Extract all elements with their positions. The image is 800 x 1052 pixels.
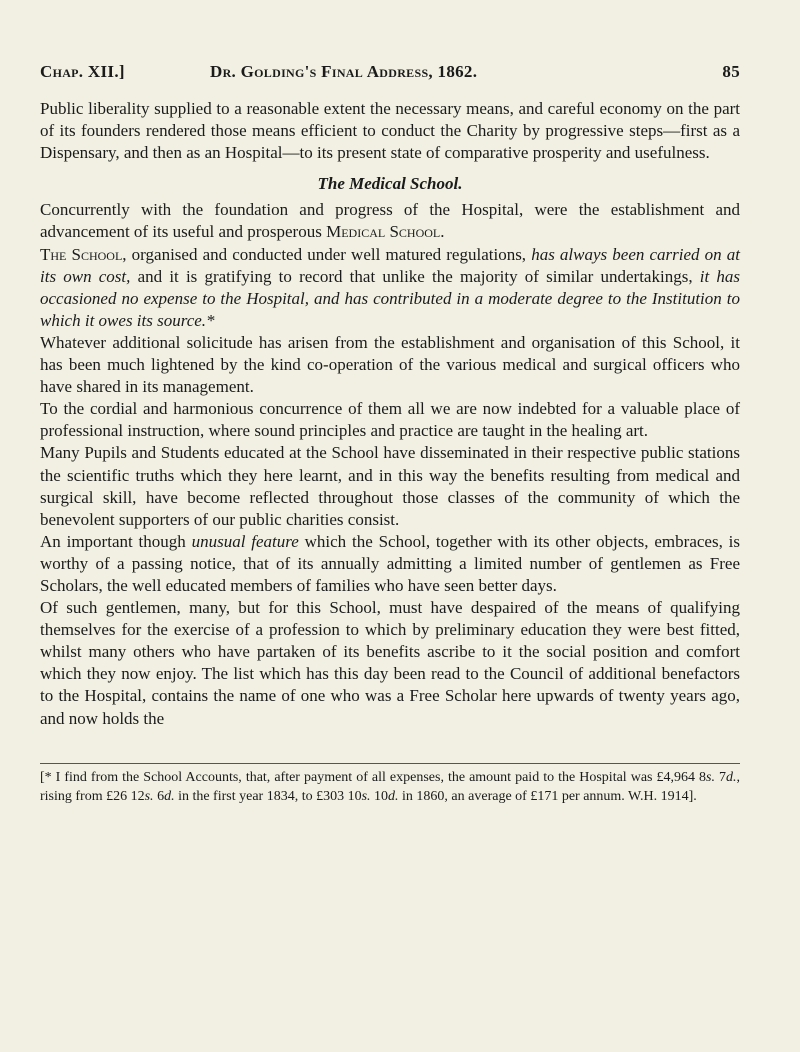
running-title: Dr. Golding's Final Address, 1862. [210,62,478,81]
footnote-part: 6 [153,789,165,804]
paragraph-3 [40,244,740,332]
footnote-shillings: s. [144,789,154,804]
paragraph-3-text-b: and it is gratifying to record that unlike the majority of similar undertakings, [130,266,700,286]
footnote-part: [* I find from the School Accounts, that, after payment of all expenses, the amount paid to the Hospital was £4,964 8 [40,770,707,785]
footnote-pence: d. [388,789,399,804]
paragraph-2 [40,199,740,243]
paragraph-3-text-a: organised and conducted under well matured regulations, [126,244,532,264]
paragraph-8: Of such gentlemen, many, but for this School, must have despaired of the means of qualifying themselves for the exercise of a profession to which by preliminary education they were best fitted, whilst many others who have partaken of its benefits ascribe to it the social position and comfort which they now enjoy. The list which has this day been read to the Council of additional benefactors to the Hospital, contains the name of one who was a Free Scholar here upwards of twenty years ago, and now holds the [40,598,740,728]
paragraph-5: To the cordial and harmonious concurrence of them all we are now indebted for a valuable place of professional instruction, where sound principles and practice are taught in the healing art. [40,399,740,441]
body-text [40,98,740,730]
footnote-part: , rising from £26 12 [40,770,741,804]
paragraph-7-text-b: which the School, together with its other objects, embraces, is worthy of a passing notice, that of its annually admitting a limited number of gentlemen as Free Scholars, the well educated members of families who have seen better days. [40,531,740,595]
paragraph-7-italic: unusual feature [191,531,299,551]
medical-school-term: Medical School. [326,222,445,242]
paragraph-4: Whatever additional solicitude has arisen from the establishment and organisation of this School, it has been much lightened by the kind co-operation of the various medical and surgical officers who have shared in its management. [40,332,740,397]
footnote [40,768,740,806]
footnote-text [40,768,740,806]
footnote-part: in the first year 1834, to £303 10 [174,789,362,804]
footnote-part: in 1860, an average of £171 per annum. W.H. 1914]. [398,789,697,804]
paragraph-2-text: Concurrently with the foundation and progress of the Hospital, were the establishment and advancement of its useful and prosperous [40,200,740,242]
paragraph-7 [40,531,740,597]
footnote-shillings: s. [706,770,715,785]
footnote-part: 10 [370,789,389,804]
paragraph-7-text-a: An important though [40,531,192,551]
page-number: 85 [722,62,740,81]
paragraph-6: Many Pupils and Students educated at the School have disseminated in their respective public stations the scientific truths which they here learnt, and in this way the benefits resulting from medical and surgical skill, have become reflected throughout those classes of the community of which the benevolent supporters of our public charities consist. [40,443,740,529]
chapter-label: Chap. XII.] [40,62,125,81]
section-heading: The Medical School. [317,174,463,194]
paragraph-3-italic-b: it has occasioned no expense to the Hospital, and has contributed in a moderate degree to the Institution to which it owes its source.* [40,266,740,330]
the-school-term: The School, [40,244,127,264]
paragraph-1: Public liberality supplied to a reasonable extent the necessary means, and careful economy on the part of its founders rendered those means efficient to conduct the Charity by progressive steps—first as a Dispensary, and then as an Hospital—to its present state of comparative prosperity and usefulness. [40,99,740,163]
footnote-pence: d. [726,770,737,785]
footnote-pence: d. [164,789,175,804]
running-head [40,62,740,86]
footnote-divider [40,763,740,764]
footnote-part: 7 [714,770,727,785]
footnote-shillings: s. [361,789,371,804]
paragraph-3-italic-a: has always been carried on at its own cost, [40,244,740,286]
